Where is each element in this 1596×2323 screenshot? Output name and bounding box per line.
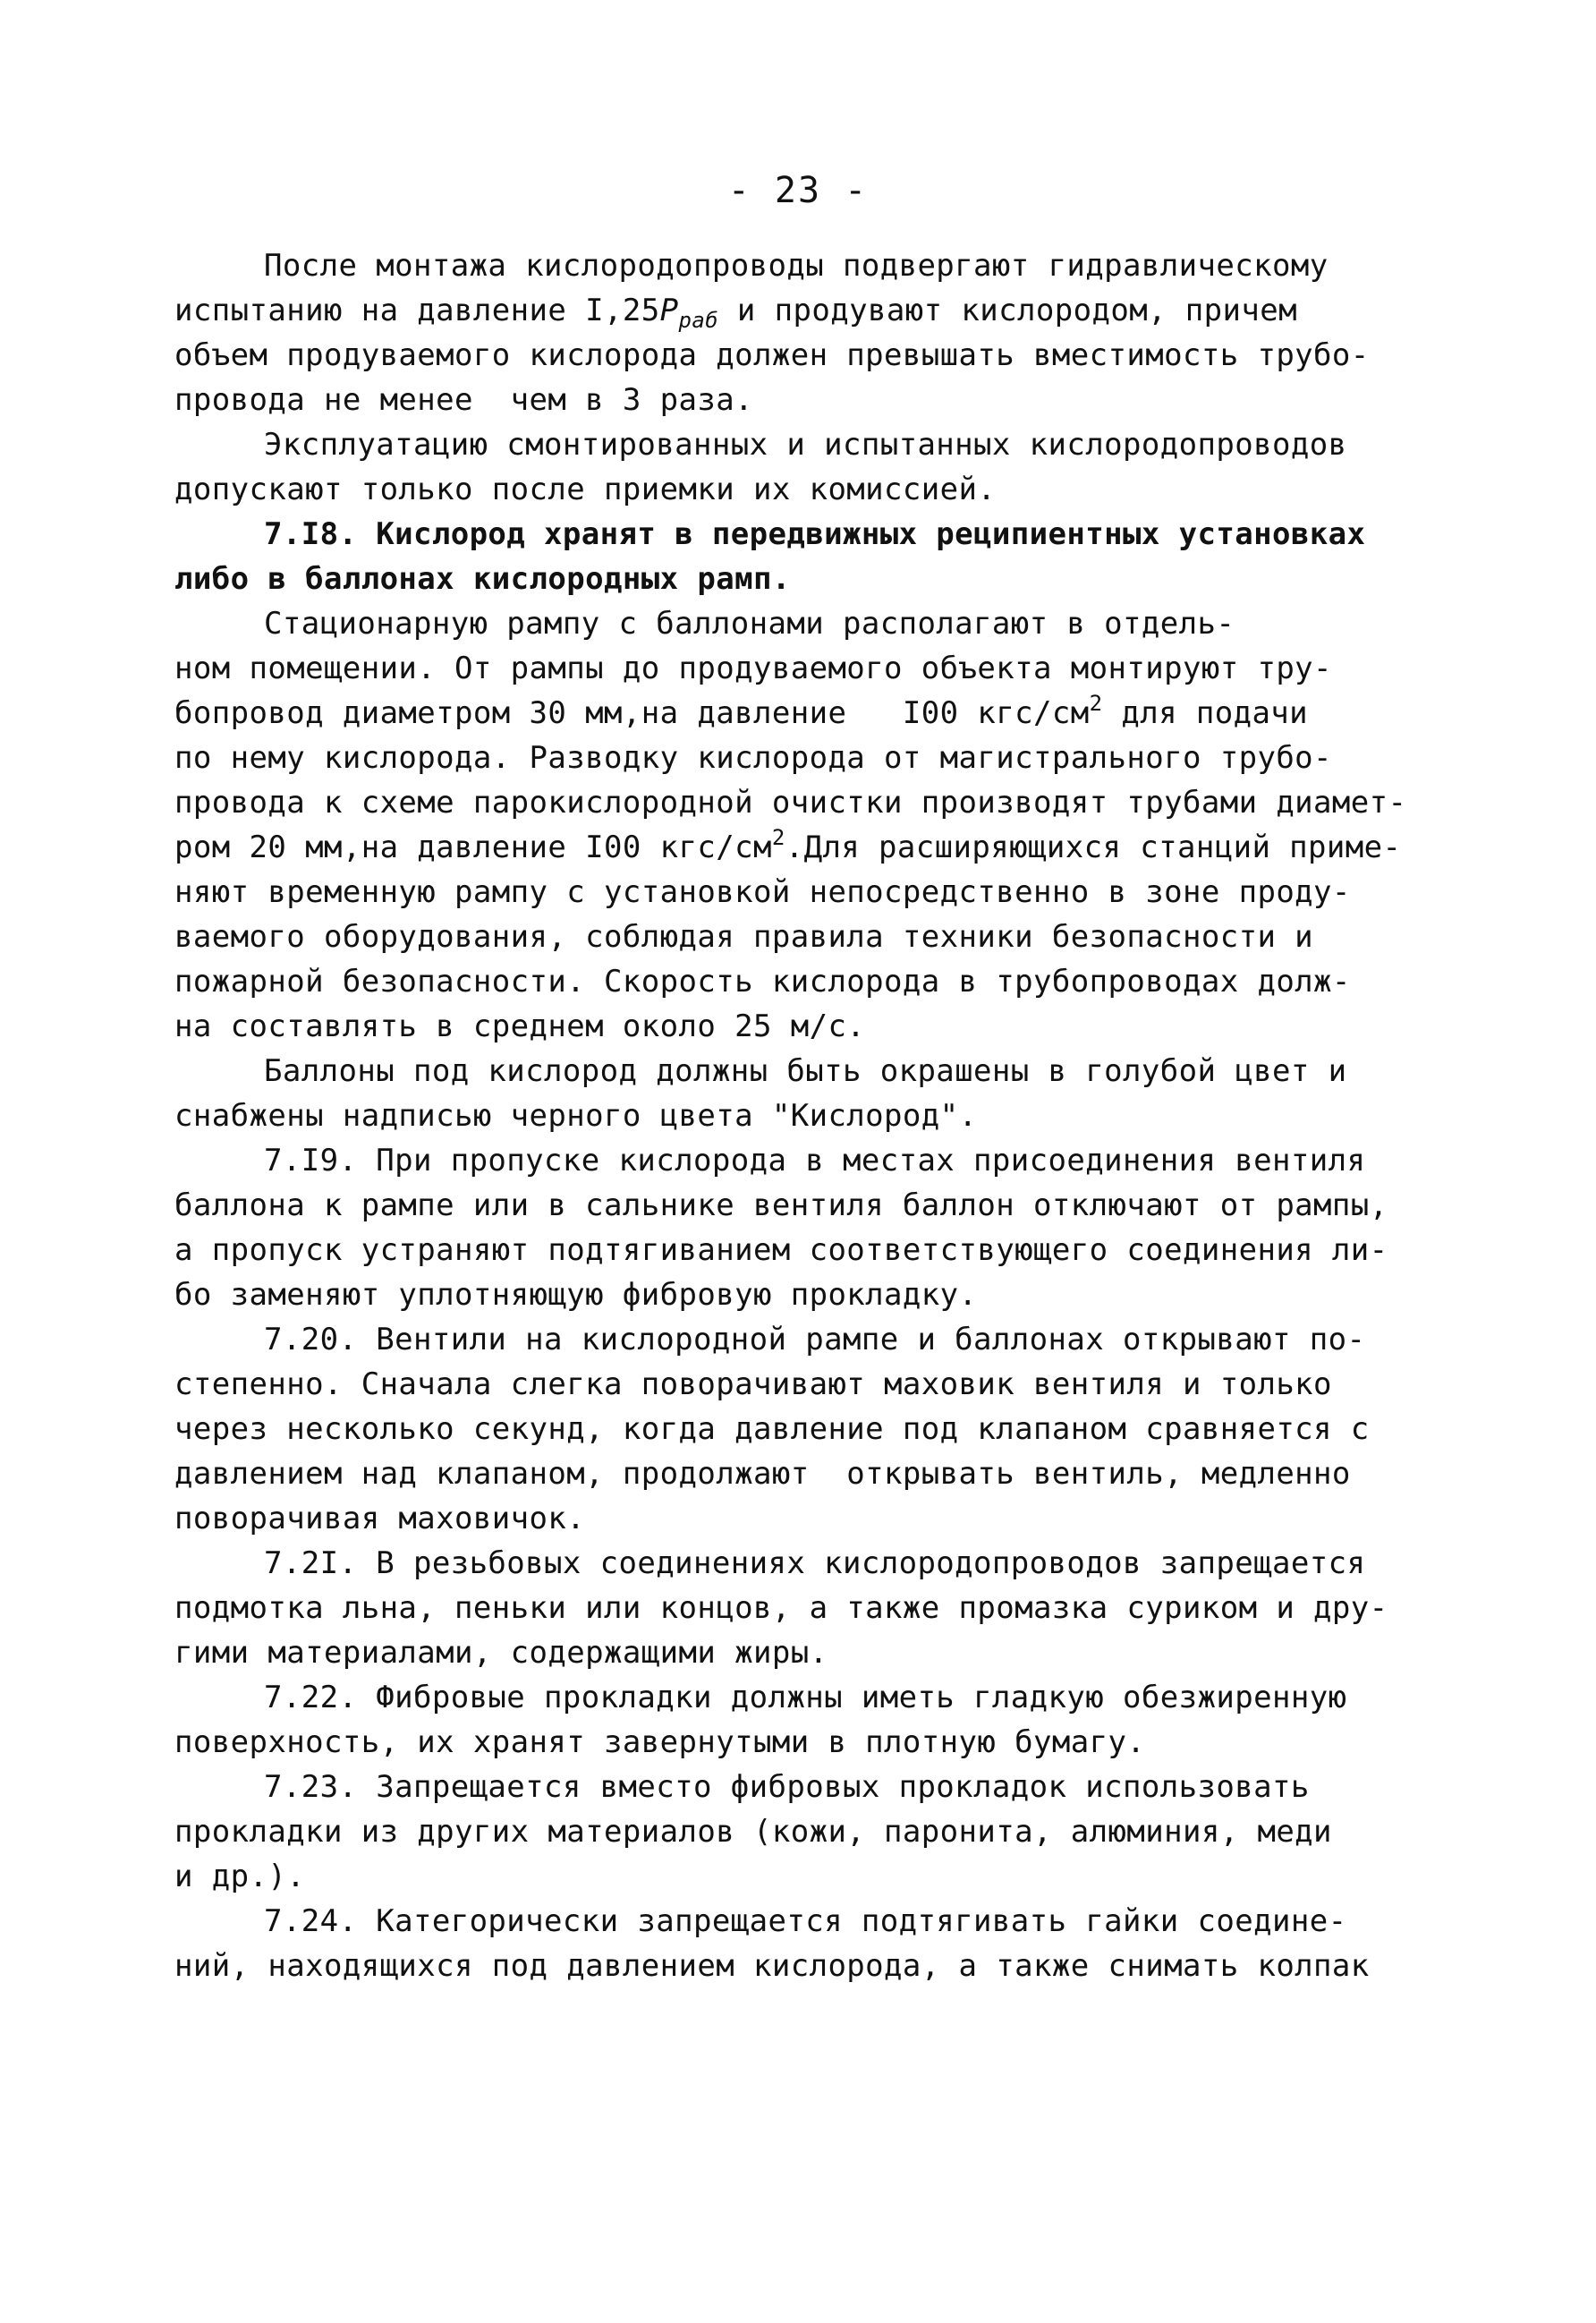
section-7-20-line: 7.20. Вентили на кислородной рампе и баллонах открывают по- — [264, 1322, 1366, 1357]
text-line: давлением над клапаном, продолжают открывать вентиль, медленно — [174, 1456, 1351, 1492]
text-line: провода к схеме парокислородной очистки производят трубами диамет- — [174, 785, 1407, 821]
text-line: прокладки из других материалов (кожи, паронита, алюминия, меди — [174, 1814, 1332, 1850]
text-line: снабжены надписью черного цвета "Кислород". — [174, 1098, 978, 1134]
section-7-23-line: 7.23. Запрещается вместо фибровых прокладок использовать — [264, 1769, 1310, 1805]
text-line: ний, находящихся под давлением кислорода, а также снимать колпак — [174, 1948, 1370, 1984]
text-line: ваемого оборудования, соблюдая правила техники безопасности и — [174, 919, 1314, 955]
section-7-24-line: 7.24. Категорически запрещается подтягивать гайки соедине- — [264, 1903, 1347, 1939]
text-line: поверхность, их хранят завернутыми в плотную бумагу. — [174, 1724, 1146, 1760]
body-text — [174, 243, 1427, 1988]
text-line: Эксплуатацию смонтированных и испытанных кислородопроводов — [264, 427, 1347, 463]
text-line: няют временную рампу с установкой непосредственно в зоне проду- — [174, 874, 1351, 910]
text-line — [174, 825, 1427, 870]
text-span: и продувают кислородом, причем — [718, 293, 1298, 328]
pressure-symbol: P — [659, 293, 679, 328]
text-line: бо заменяют уплотняющую фибровую прокладку. — [174, 1277, 978, 1313]
text-line: После монтажа кислородопроводы подвергают гидравлическому — [264, 248, 1329, 284]
text-line: ном помещении. От рампы до продуваемого объекта монтируют тру- — [174, 651, 1332, 686]
page-number: - 23 - — [727, 170, 869, 211]
text-span: для подачи — [1102, 695, 1309, 731]
text-line: по нему кислорода. Разводку кислорода от магистрального трубо- — [174, 740, 1332, 776]
text-line: пожарной безопасности. Скорость кислорода в трубопроводах долж- — [174, 964, 1351, 1000]
text-span: .Для расширяющихся станций приме- — [785, 830, 1402, 865]
text-line: гими материалами, содержащими жиры. — [174, 1635, 828, 1671]
text-line: допускают только после приемки их комиссией. — [174, 472, 997, 507]
text-span: бопровод диаметром 30 мм,на давление I00 кгс/см — [174, 695, 1090, 731]
text-span: испытанию на давление I,25 — [174, 293, 660, 328]
text-line: степенно. Сначала слегка поворачивают маховик вентиля и только — [174, 1366, 1332, 1402]
text-line: Баллоны под кислород должны быть окрашены в голубой цвет и — [264, 1053, 1347, 1089]
text-line: подмотка льна, пеньки или концов, а также промазка суриком и дру- — [174, 1590, 1388, 1626]
text-line: поворачивая маховичок. — [174, 1501, 586, 1536]
section-7-21-line: 7.2I. В резьбовых соединениях кислородопроводов запрещается — [264, 1545, 1366, 1581]
text-line: на составлять в среднем около 25 м/с. — [174, 1008, 866, 1044]
section-7-22-line: 7.22. Фибровые прокладки должны иметь гладкую обезжиренную — [264, 1680, 1347, 1715]
section-7-19-line: 7.I9. При пропуске кислорода в местах присоединения вентиля — [264, 1143, 1366, 1179]
text-line: баллона к рампе или в сальнике вентиля баллон отключают от рампы, — [174, 1187, 1388, 1223]
text-line: объем продуваемого кислорода должен превышать вместимость трубо- — [174, 337, 1370, 373]
text-line: а пропуск устраняют подтягиванием соответствующего соединения ли- — [174, 1232, 1388, 1268]
text-line: и др.). — [174, 1859, 306, 1894]
pressure-subscript: раб — [678, 308, 719, 333]
text-line — [174, 691, 1427, 736]
text-line — [174, 288, 1427, 333]
text-line: Стационарную рампу с баллонами располагают в отдель- — [264, 606, 1235, 642]
text-line: через несколько секунд, когда давление под клапаном сравняется с — [174, 1411, 1370, 1447]
superscript: 2 — [771, 825, 785, 850]
section-7-18-line: 7.I8. Кислород хранят в передвижных реципиентных установках — [264, 516, 1366, 552]
text-line: провода не менее чем в 3 раза. — [174, 382, 753, 418]
superscript: 2 — [1089, 691, 1103, 716]
section-7-18-line: либо в баллонах кислородных рамп. — [174, 561, 791, 597]
text-span: ром 20 мм,на давление I00 кгс/см — [174, 830, 772, 865]
